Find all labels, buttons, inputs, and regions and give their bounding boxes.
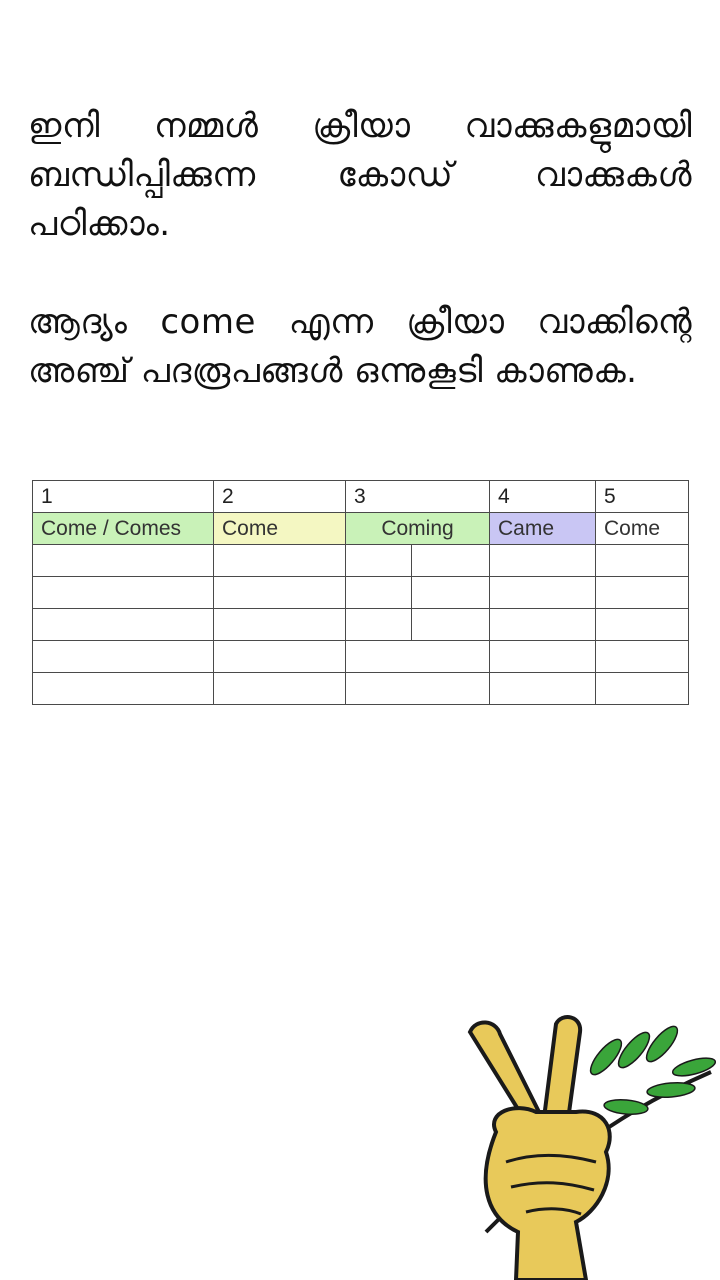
intro-paragraph: ഇനി നമ്മൾ ക്രീയാ വാക്കുകളുമായി ബന്ധിപ്പിക്കുന്ന കോഡ് വാക്കുകൾ പഠിക്കാം.: [28, 106, 692, 244]
column-number: 5: [596, 481, 689, 513]
verb-form-cell: Come / Comes: [33, 513, 214, 545]
table-number-row: [33, 481, 689, 513]
table-form-row: [33, 513, 689, 545]
column-number: 1: [33, 481, 214, 513]
verb-forms-paragraph: ആദ്യം come എന്ന ക്രീയാ വാക്കിന്റെ അഞ്ച് പദരൂപങ്ങൾ ഒന്നുകൂടി കാണുക.: [28, 302, 692, 391]
column-number: 4: [490, 481, 596, 513]
peace-hand-with-olive-branch-icon: [456, 1012, 720, 1280]
table-row: [33, 577, 689, 609]
verb-form-cell: Come: [214, 513, 346, 545]
verb-form-cell: Come: [596, 513, 689, 545]
table-row: [33, 641, 689, 673]
table-row: [33, 609, 689, 641]
table-row: [33, 673, 689, 705]
verb-forms-table: [32, 480, 689, 705]
table-row: [33, 545, 689, 577]
verb-form-cell: Coming: [346, 513, 490, 545]
column-number: 2: [214, 481, 346, 513]
verb-form-cell: Came: [490, 513, 596, 545]
column-number: 3: [346, 481, 490, 513]
